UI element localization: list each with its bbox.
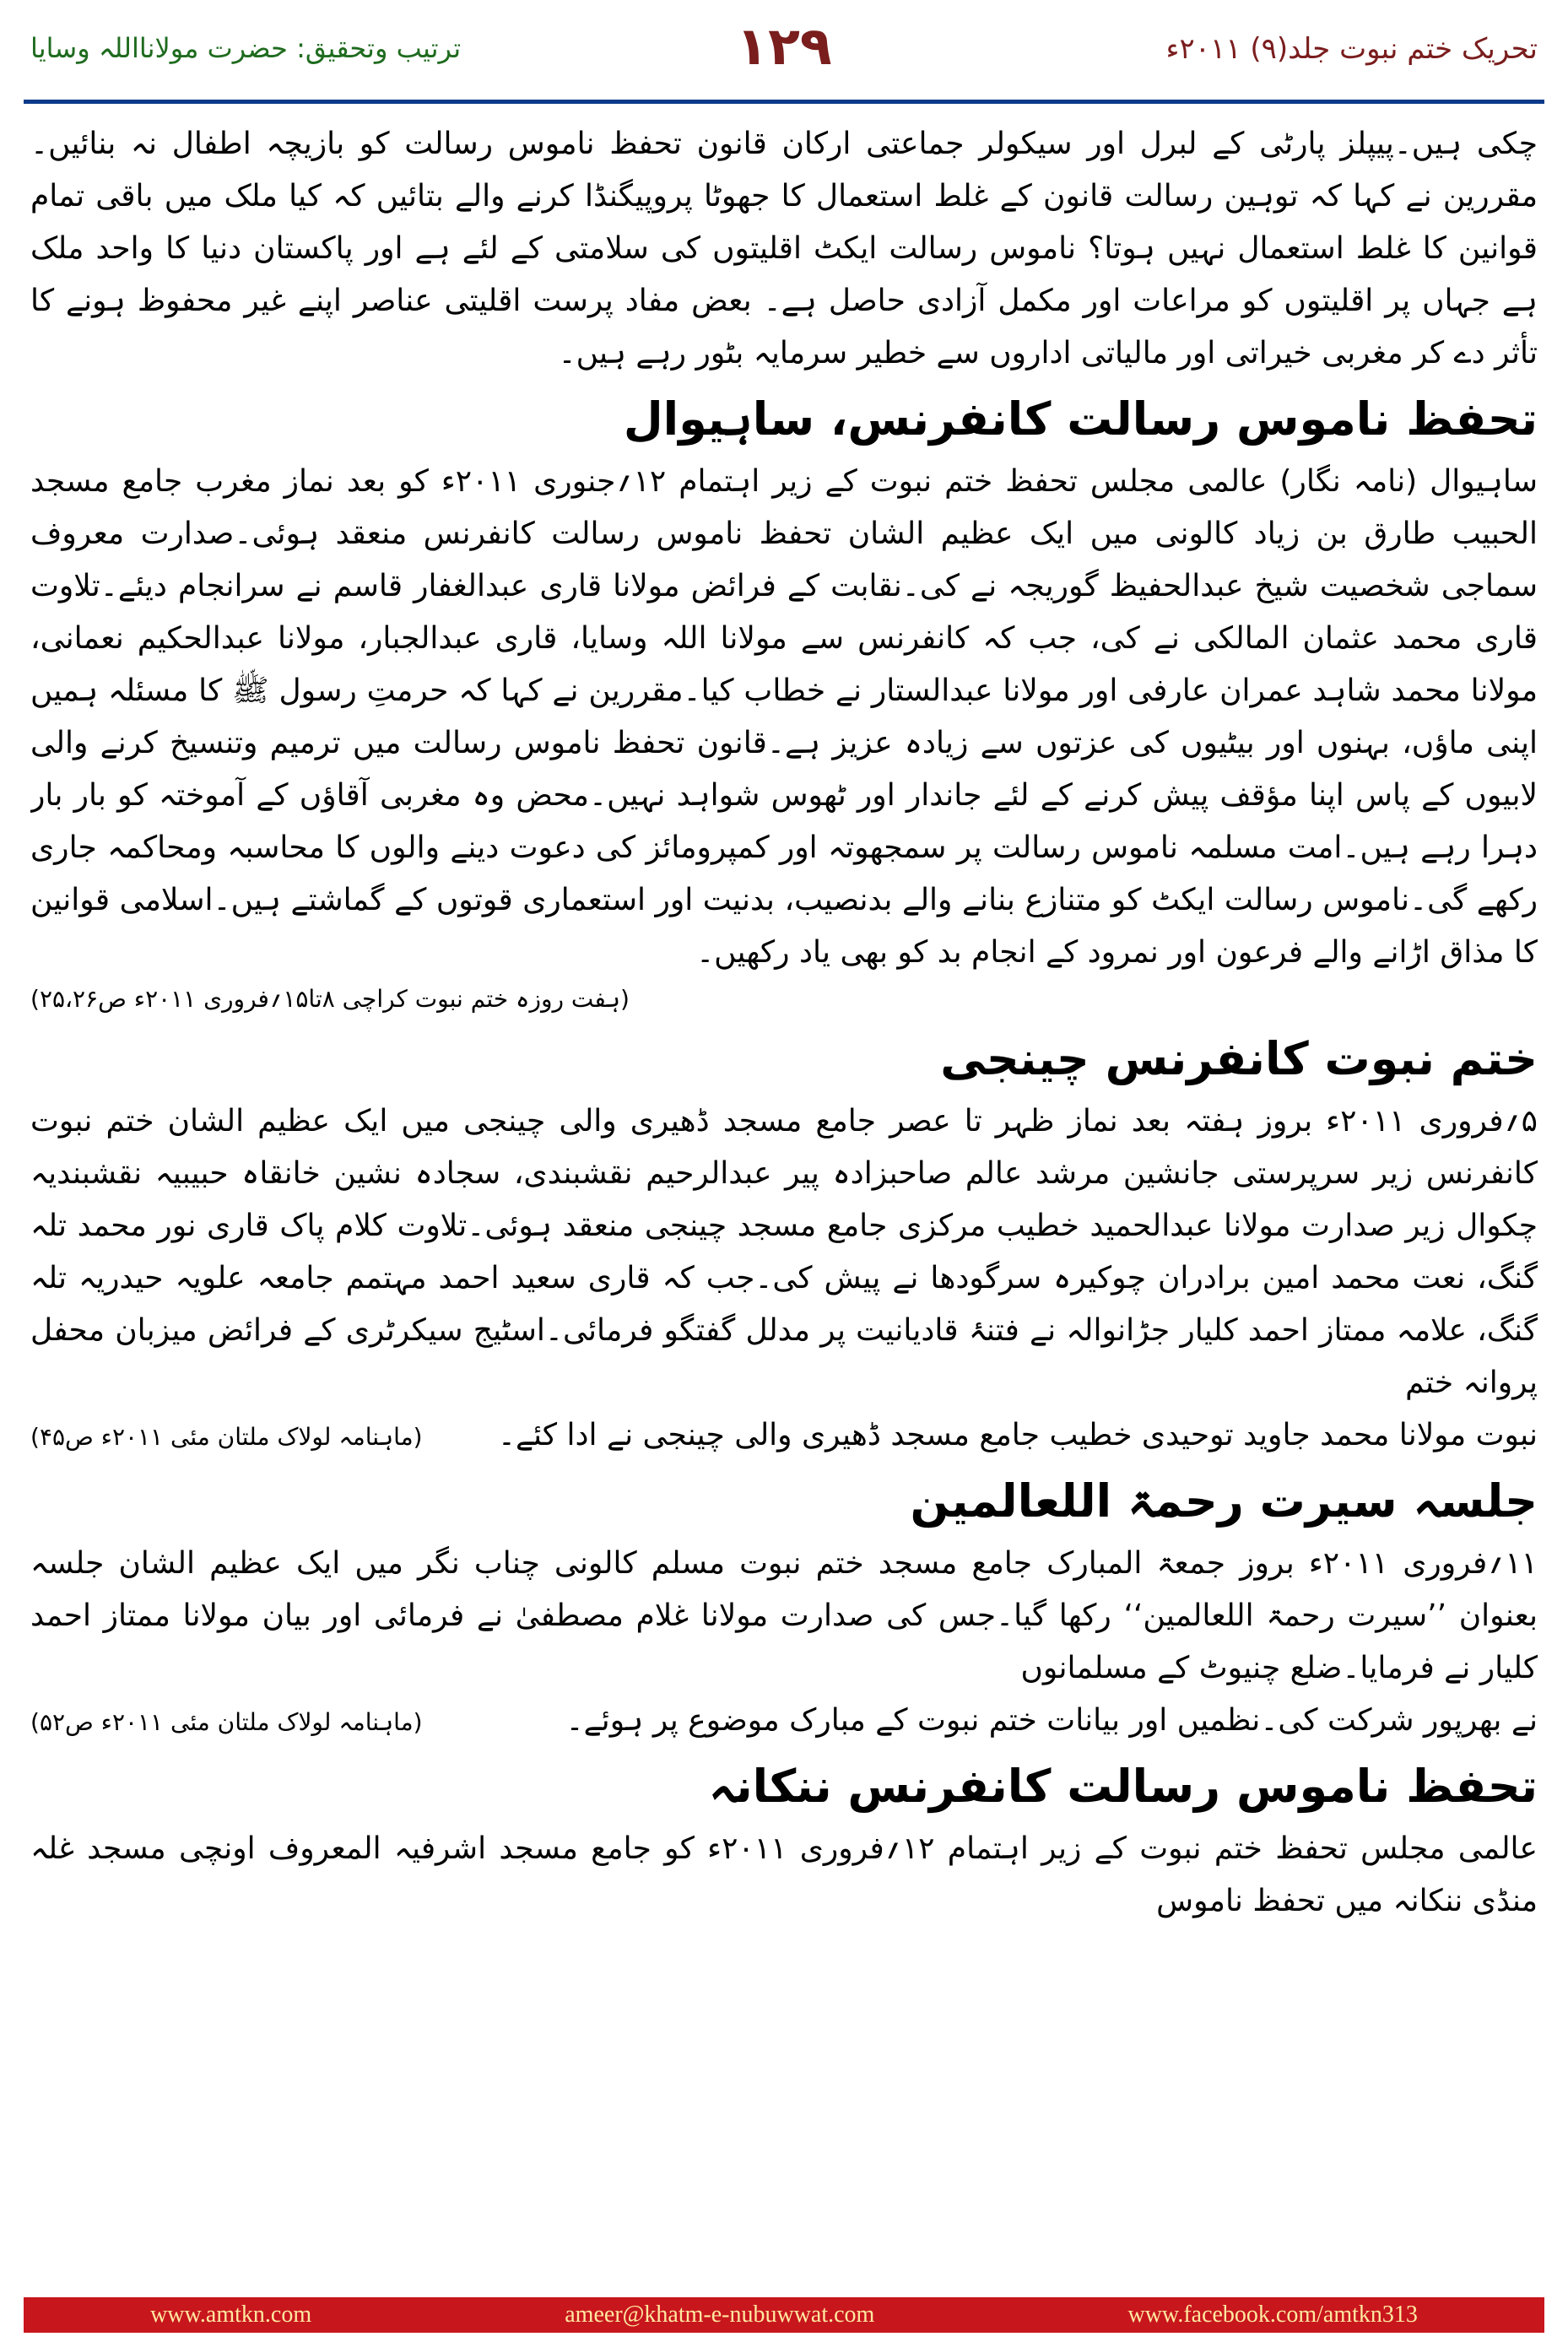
section-heading: تحفظ ناموس رسالت کانفرنس، ساہیوال [623,392,1538,446]
section-body: ساہیوال (نامہ نگار) عالمی مجلس تحفظ ختم نبوت کے زیر اہتمام ۱۲؍جنوری ۲۰۱۱ء کو بعد نماز مغرب جامع مسجد الحبیب طارق بن زیاد کالونی میں ایک عظیم الشان تحفظ ناموس رسالت کانفرنس منعقد ہوئی۔صدارت معروف سماجی شخصیت شیخ عبدالحفیظ گوریجہ نے کی۔نقابت کے فرائض مولانا قاری عبدالغفار قاسم نے سرانجام دیئے۔تلاوت قاری محمد عثمان المالکی نے کی، جب کہ کانفرنس سے مولانا اللہ وسایا، قاری عبدالجبار، مولانا عبدالحکیم نعمانی، مولانا محمد شاہد عمران عارفی اور مولانا عبدالستار نے خطاب کیا۔مقررین نے کہا کہ حرمتِ رسول ﷺ کا مسئلہ ہمیں اپنی ماؤں، بہنوں اور بیٹیوں کی عزتوں سے زیادہ عزیز ہے۔قانون تحفظ ناموس رسالت میں ترمیم وتنسیخ کرنے والی لابیوں کے پاس اپنا مؤقف پیش کرنے کے لئے جاندار اور ٹھوس شواہد نہیں۔محض وہ مغربی آقاؤں کے آموختہ کو بار بار دہرا رہے ہیں۔امت مسلمہ ناموس رسالت پر سمجھوتہ اور کمپرومائز کی دعوت دینے والوں کا محاسبہ ومحاکمہ جاری رکھے گی۔ناموس رسالت ایکٹ کو متنازع بنانے والے بدنصیب، بدنیت اور استعماری قوتوں کے گماشتے ہیں۔اسلامی قوانین کا مذاق اڑانے والے فرعون اور نمرود کے انجام بد کو بھی یاد رکھیں۔ [30,464,1538,970]
footer-website-link[interactable]: www.amtkn.com [150,2301,312,2328]
footer-facebook-link[interactable]: www.facebook.com/amtkn313 [1127,2301,1418,2328]
source-citation: (ہفت روزہ ختم نبوت کراچی ۸تا۱۵؍فروری ۲۰۱۱ء ص۲۵،۲۶) [30,985,630,1013]
section-body: ۵؍فروری ۲۰۱۱ء بروز ہفتہ بعد نماز ظہر تا عصر جامع مسجد ڈھیری والی چینجی میں ایک عظیم الشان ختم نبوت کانفرنس زیر سرپرستی جانشین مرشد عالم صاحبزادہ پیر عبدالرحیم نقشبندی، سجادہ نشین خانقاہ حبیبیہ نقشبندیہ چکوال زیر صدارت مولانا عبدالحمید خطیب مرکزی جامع مسجد چینجی منعقد ہوئی۔تلاوت کلام پاک قاری نور محمد تلہ گنگ، نعت محمد امین برادران چوکیرہ سرگودھا نے پیش کی۔جب کہ قاری سعید احمد مہتمم جامعہ علویہ حیدریہ تلہ گنگ، علامہ ممتاز احمد کلیار جڑانوالہ نے فتنۂ قادیانیت پر مدلل گفتگو فرمائی۔اسٹیج سیکرٹری کے فرائض میزبان محفل پروانہ ختم [30,1104,1538,1400]
page-number: ۱۲۹ [736,15,832,77]
section-chinji [30,1023,1538,1462]
header-rule [24,100,1544,104]
section-heading: جلسہ سیرت رحمۃ اللعالمین [910,1474,1538,1528]
section-heading: ختم نبوت کانفرنس چینجی [940,1032,1538,1085]
source-citation: (ماہنامہ لولاک ملتان مئی ۲۰۱۱ء ص۵۲) [30,1708,423,1736]
section-body: ۱۱؍فروری ۲۰۱۱ء بروز جمعۃ المبارک جامع مسجد ختم نبوت مسلم کالونی چناب نگر میں ایک عظیم الشان جلسہ بعنوان ’’سیرت رحمۃ اللعالمین‘‘ رکھا گیا۔جس کی صدارت مولانا غلام مصطفیٰ نے فرمائی اور بیان مولانا ممتاز احمد کلیار نے فرمایا۔ضلع چنیوٹ کے مسلمانوں [30,1546,1538,1685]
source-citation: (ماہنامہ لولاک ملتان مئی ۲۰۱۱ء ص۴۵) [30,1423,423,1451]
section-nankana [30,1750,1538,1928]
section-heading: تحفظ ناموس رسالت کانفرنس ننکانہ [708,1760,1538,1813]
last-line-row [30,1409,1538,1462]
section-body-tail: نے بھرپور شرکت کی۔نظمیں اور بیانات ختم نبوت کے مبارک موضوع پر ہوئے۔ [565,1703,1538,1738]
section-body: عالمی مجلس تحفظ ختم نبوت کے زیر اہتمام ۱۲؍فروری ۲۰۱۱ء کو جامع مسجد اشرفیہ المعروف اونچی مسجد غلہ منڈی ننکانہ میں تحفظ ناموس [30,1831,1538,1918]
compiler-credit: ترتیب وتحقیق: حضرت مولانااللہ وسایا [30,32,462,64]
footer-email-link[interactable]: ameer@khatm-e-nubuwwat.com [565,2301,875,2328]
page-footer [24,2297,1544,2333]
section-sahiwal [30,383,1538,1020]
intro-paragraph: چکی ہیں۔پیپلز پارٹی کے لبرل اور سیکولر جماعتی ارکان قانون تحفظ ناموس رسالت کو بازیچہ اطفال نہ بنائیں۔مقررین نے کہا کہ توہین رسالت قانون کے غلط استعمال کا جھوٹا پروپیگنڈا کرنے والے بتائیں کہ کیا ملک میں باقی تمام قوانین کا غلط استعمال نہیں ہوتا؟ ناموس رسالت ایکٹ اقلیتوں کی سلامتی کے لئے ہے اور پاکستان دنیا کا واحد ملک ہے جہاں پر اقلیتوں کو مراعات اور مکمل آزادی حاصل ہے۔ بعض مفاد پرست اقلیتی عناصر اپنے غیر محفوظ ہونے کا تأثر دے کر مغربی خیراتی اور مالیاتی اداروں سے خطیر سرمایہ بٹور رہے ہیں۔ [30,127,1538,371]
page-header [0,0,1568,114]
page-content [30,118,1538,2274]
book-title: تحریک ختم نبوت جلد(۹) ۲۰۱۱ء [1165,32,1538,66]
section-seerat [30,1465,1538,1747]
last-line-row [30,1695,1538,1747]
section-body-tail: نبوت مولانا محمد جاوید توحیدی خطیب جامع مسجد ڈھیری والی چینجی نے ادا کئے۔ [497,1418,1538,1452]
